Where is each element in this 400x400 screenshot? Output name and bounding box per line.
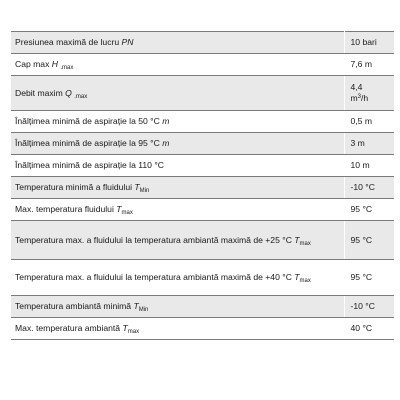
row-label-cell [11,32,344,54]
row-label-cell [11,54,344,76]
row-value: 3 m [344,133,394,155]
row-label: Înălțimea minimă de aspirație la 50 °C [15,116,160,126]
row-value-unit-tail: /h [361,93,369,103]
row-value-unit: m [350,93,358,103]
row-label-cell [11,221,344,260]
row-symbol-subscript: .max [74,93,88,100]
row-symbol-subscript: max [299,278,311,284]
row-label: Temperatura minimă a fluidului [15,182,133,192]
row-symbol: PN [121,37,134,47]
row-label-cell [11,260,344,296]
row-value: 95 °C [344,260,394,296]
table-row [11,221,394,260]
row-label-cell [11,155,344,177]
row-label: Debit maxim [15,87,63,98]
row-symbol: H [51,59,58,69]
row-value: 95 °C [344,221,394,260]
row-symbol-subscript: Min [139,188,150,194]
table-row [11,111,394,133]
table-row [11,54,394,76]
row-label: Max. temperatura fluidului [15,204,114,214]
row-value: 4,4 [350,82,363,92]
row-symbol-subscript: .max [60,65,74,71]
row-label-cell [11,133,344,155]
row-value: 40 °C [344,318,394,340]
row-label: Cap max [15,59,50,69]
row-symbol: T [116,204,122,214]
row-symbol: T [134,182,140,192]
row-value-superscript: 3 [357,94,362,100]
row-label: Presiunea maximă de lucru [15,37,120,47]
row-label: Temperatura ambiantă minimă [15,301,132,311]
row-label-cell [11,318,344,340]
table-row [11,260,394,296]
row-symbol: T [133,301,139,311]
table-row [11,199,394,221]
row-label-cell [11,296,344,318]
row-label-cell [11,199,344,221]
row-value: 0,5 m [344,111,394,133]
row-symbol: T [294,234,300,245]
technical-specifications-table [11,31,394,340]
row-symbol: Q [65,87,72,98]
row-symbol: m [162,116,170,126]
row-label: Max. temperatura ambiantă [15,323,121,333]
row-label: Înălțimea minimă de aspirație la 110 °C [15,160,164,170]
table-row [11,318,394,340]
row-value: 95 °C [344,199,394,221]
row-label-cell [11,177,344,199]
table-row [11,76,394,111]
row-label-cell [11,76,344,111]
row-value-cell [344,76,394,111]
row-value: 7,6 m [344,54,394,76]
row-symbol-subscript: max [299,240,311,247]
table-row [11,177,394,199]
table-row [11,155,394,177]
table-row [11,133,394,155]
row-label: Temperatura max. a fluidului la temperatura ambiantă maximă de +40 °C [15,272,292,282]
row-symbol: m [162,138,170,148]
row-value: 10 m [344,155,394,177]
row-label: Înălțimea minimă de aspirație la 95 °C [15,138,160,148]
row-symbol: T [122,323,128,333]
row-label: Temperatura max. a fluidului la temperatura ambiantă maximă de +25 °C [15,234,292,245]
row-symbol: T [294,272,300,282]
row-value: 10 bari [344,32,394,54]
row-symbol-subscript: max [127,329,140,335]
row-symbol-subscript: max [121,210,133,216]
table-row [11,32,394,54]
table-row [11,296,394,318]
row-value: -10 °C [344,177,394,199]
row-value: -10 °C [344,296,394,318]
row-symbol-subscript: Min [138,307,149,313]
row-label-cell [11,111,344,133]
